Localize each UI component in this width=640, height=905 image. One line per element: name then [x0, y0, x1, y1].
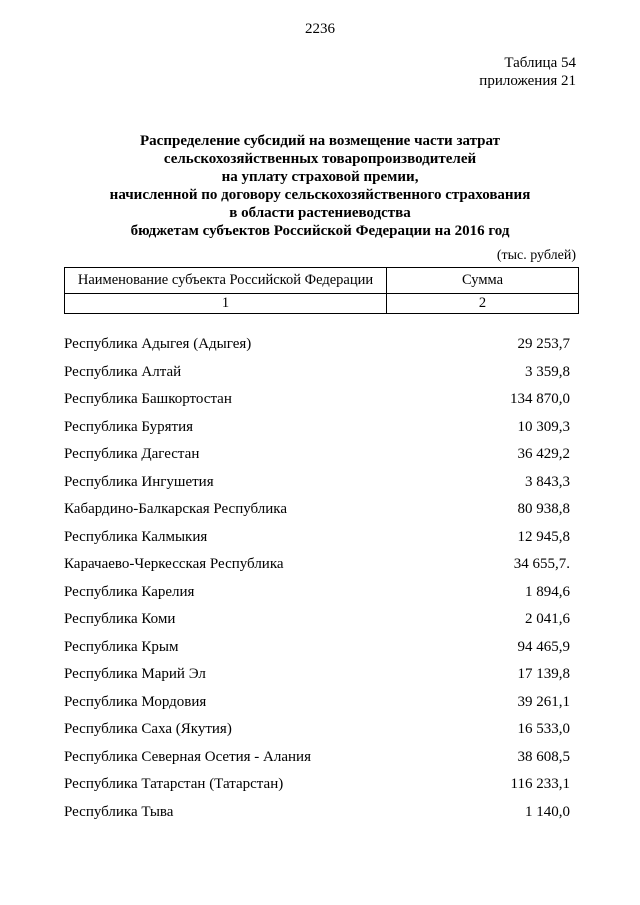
- table-row: [64, 771, 576, 799]
- title-line: бюджетам субъектов Российской Федерации на 2016 год: [130, 223, 510, 239]
- subject-name: Республика Тыва: [64, 803, 174, 820]
- column-number-2: 2: [387, 294, 579, 314]
- subject-value: 2 041,6: [525, 611, 570, 627]
- document-title: [64, 132, 576, 240]
- subject-name: Республика Мордовия: [64, 693, 207, 710]
- subject-value: 36 429,2: [517, 446, 570, 462]
- title-line: в области растениеводства: [229, 205, 411, 221]
- subject-value: 1 140,0: [525, 803, 570, 820]
- units-note: (тыс. рублей): [496, 248, 576, 263]
- table-row: [64, 799, 576, 827]
- subject-value: 39 261,1: [517, 693, 570, 710]
- subject-value: 3 359,8: [525, 363, 570, 380]
- page-number: 2236: [305, 21, 335, 37]
- subject-name: Республика Дагестан: [64, 446, 200, 462]
- subject-name: Республика Северная Осетия - Алания: [64, 748, 311, 765]
- table-body: [64, 331, 576, 826]
- table-row: [64, 634, 576, 662]
- subject-value: 38 608,5: [517, 748, 570, 765]
- subject-name: Республика Калмыкия: [64, 528, 208, 545]
- subject-value: 80 938,8: [517, 501, 570, 517]
- subject-value: 12 945,8: [517, 528, 570, 545]
- table-row: [64, 469, 576, 497]
- subjects-table-header: [64, 267, 579, 314]
- title-line: на уплату страховой премии,: [221, 169, 419, 185]
- subject-value: 10 309,3: [517, 418, 570, 435]
- subject-name: Республика Марий Эл: [64, 666, 206, 682]
- subject-value: 29 253,7: [517, 336, 570, 352]
- subject-name: Кабардино-Балкарская Республика: [64, 501, 288, 517]
- header-cell-subject-name: Наименование субъекта Российской Федерации: [65, 268, 387, 294]
- subject-name: Республика Коми: [64, 611, 176, 627]
- subject-value: 134 870,0: [510, 391, 570, 407]
- subject-name: Карачаево-Черкесская Республика: [64, 556, 284, 572]
- subject-name: Республика Татарстан (Татарстан): [64, 776, 284, 792]
- table-row: [64, 441, 576, 469]
- table-row: [64, 661, 576, 689]
- subject-value: 94 465,9: [517, 638, 570, 655]
- table-row: [64, 386, 576, 414]
- subject-name: Республика Башкортостан: [64, 391, 232, 407]
- subject-name: Республика Саха (Якутия): [64, 721, 232, 737]
- subject-value: 16 533,0: [517, 721, 570, 737]
- title-line: начисленной по договору сельскохозяйственного страхования: [109, 187, 531, 203]
- table-row: [64, 606, 576, 634]
- table-row: [64, 496, 576, 524]
- title-line: сельскохозяйственных товаропроизводителей: [163, 151, 477, 167]
- table-label: Таблица 54: [504, 55, 576, 71]
- subject-name: Республика Алтай: [64, 363, 182, 380]
- subject-name: Республика Карелия: [64, 583, 195, 600]
- table-row: [64, 414, 576, 442]
- table-reference: [64, 54, 576, 90]
- table-row: [64, 689, 576, 717]
- subject-value: 17 139,8: [517, 666, 570, 682]
- subject-name: Республика Ингушетия: [64, 473, 214, 490]
- table-row: [64, 551, 576, 579]
- subject-value: 34 655,7.: [513, 556, 570, 572]
- subject-value: 3 843,3: [525, 473, 570, 490]
- header-cell-sum: Сумма: [387, 268, 579, 294]
- subject-value: 116 233,1: [510, 776, 570, 792]
- title-line: Распределение субсидий на возмещение части затрат: [140, 133, 500, 149]
- annex-label: приложения 21: [479, 73, 576, 89]
- subject-name: Республика Адыгея (Адыгея): [64, 336, 252, 352]
- subject-value: 1 894,6: [525, 583, 570, 600]
- subject-name: Республика Бурятия: [64, 418, 194, 435]
- table-row: [64, 744, 576, 772]
- table-row: [64, 579, 576, 607]
- table-row: [64, 359, 576, 387]
- table-row: [64, 524, 576, 552]
- subject-name: Республика Крым: [64, 638, 179, 655]
- column-number-1: 1: [65, 294, 387, 314]
- table-row: [64, 331, 576, 359]
- table-row: [64, 716, 576, 744]
